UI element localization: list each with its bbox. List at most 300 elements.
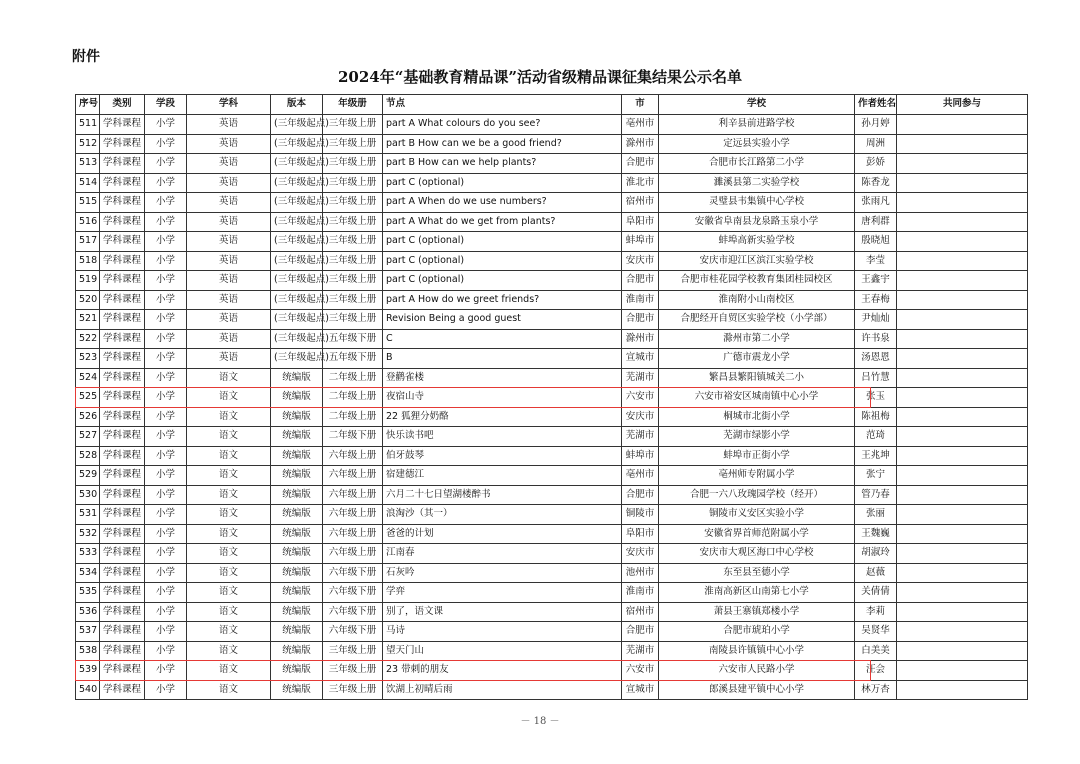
col-grade-cell: 六年级上册 — [323, 466, 383, 486]
col-grade-cell: 三年级上册 — [323, 193, 383, 213]
col-category-cell: 学科课程 — [100, 680, 145, 700]
col-participants-cell — [897, 310, 1028, 330]
col-participants-cell — [897, 290, 1028, 310]
col-author-cell: 唐利群 — [855, 212, 897, 232]
col-city-cell: 亳州市 — [622, 115, 659, 135]
col-school-cell: 蚌埠高新实验学校 — [659, 232, 855, 252]
table-row — [76, 368, 1028, 388]
col-category-cell: 学科课程 — [100, 388, 145, 408]
col-stage-cell: 小学 — [145, 427, 187, 447]
col-participants-cell — [897, 524, 1028, 544]
col-edition-cell: (三年级起点) — [271, 212, 323, 232]
col-lesson-cell: part A How do we greet friends? — [383, 290, 622, 310]
col-grade-cell: 二年级上册 — [323, 407, 383, 427]
col-author-cell: 李莹 — [855, 251, 897, 271]
col-stage-cell: 小学 — [145, 154, 187, 174]
col-lesson-cell: 23 带刺的朋友 — [383, 661, 622, 681]
col-school-cell: 淮南高新区山南第七小学 — [659, 583, 855, 603]
col-city-cell: 淮南市 — [622, 583, 659, 603]
col-school-cell: 广德市震龙小学 — [659, 349, 855, 369]
col-school-cell: 六安市人民路小学 — [659, 661, 855, 681]
col-lesson-cell: 六月二十七日望湖楼醉书 — [383, 485, 622, 505]
col-participants-cell — [897, 368, 1028, 388]
col-stage-cell: 小学 — [145, 212, 187, 232]
header-col-stage: 学段 — [145, 95, 187, 115]
col-edition-cell: 统编版 — [271, 466, 323, 486]
col-lesson-cell: part C (optional) — [383, 232, 622, 252]
col-category-cell: 学科课程 — [100, 251, 145, 271]
col-author-cell: 殷晓旭 — [855, 232, 897, 252]
col-city-cell: 宣城市 — [622, 349, 659, 369]
col-edition-cell: 统编版 — [271, 368, 323, 388]
col-subject-cell: 英语 — [187, 154, 271, 174]
col-grade-cell: 六年级下册 — [323, 563, 383, 583]
col-seq-cell: 520 — [76, 290, 100, 310]
col-participants-cell — [897, 563, 1028, 583]
col-seq-cell: 530 — [76, 485, 100, 505]
header-col-seq: 序号 — [76, 95, 100, 115]
col-lesson-cell: part C (optional) — [383, 271, 622, 291]
col-lesson-cell: 爸爸的计划 — [383, 524, 622, 544]
col-grade-cell: 六年级下册 — [323, 622, 383, 642]
header-col-category: 类别 — [100, 95, 145, 115]
col-stage-cell: 小学 — [145, 641, 187, 661]
col-stage-cell: 小学 — [145, 173, 187, 193]
header-col-edition: 版本 — [271, 95, 323, 115]
col-stage-cell: 小学 — [145, 368, 187, 388]
col-city-cell: 宣城市 — [622, 680, 659, 700]
col-category-cell: 学科课程 — [100, 407, 145, 427]
col-author-cell: 白美美 — [855, 641, 897, 661]
col-grade-cell: 二年级上册 — [323, 388, 383, 408]
col-subject-cell: 英语 — [187, 349, 271, 369]
col-seq-cell: 529 — [76, 466, 100, 486]
col-author-cell: 张丽 — [855, 505, 897, 525]
col-grade-cell: 六年级下册 — [323, 602, 383, 622]
col-edition-cell: (三年级起点) — [271, 271, 323, 291]
col-stage-cell: 小学 — [145, 661, 187, 681]
col-author-cell: 王春梅 — [855, 290, 897, 310]
col-school-cell: 东至县至德小学 — [659, 563, 855, 583]
col-school-cell: 合肥一六八玫瑰园学校（经开） — [659, 485, 855, 505]
col-city-cell: 淮南市 — [622, 290, 659, 310]
col-subject-cell: 语文 — [187, 505, 271, 525]
col-grade-cell: 三年级上册 — [323, 115, 383, 135]
table-row — [76, 505, 1028, 525]
col-city-cell: 安庆市 — [622, 407, 659, 427]
col-lesson-cell: part C (optional) — [383, 173, 622, 193]
col-seq-cell: 511 — [76, 115, 100, 135]
col-subject-cell: 语文 — [187, 446, 271, 466]
col-author-cell: 王鑫宇 — [855, 271, 897, 291]
col-author-cell: 张玉 — [855, 388, 897, 408]
table-row — [76, 290, 1028, 310]
results-table — [75, 94, 1028, 700]
col-city-cell: 合肥市 — [622, 310, 659, 330]
header-col-author: 作者姓名 — [855, 95, 897, 115]
table-row — [76, 680, 1028, 700]
col-category-cell: 学科课程 — [100, 115, 145, 135]
col-lesson-cell: 饮湖上初晴后雨 — [383, 680, 622, 700]
col-category-cell: 学科课程 — [100, 661, 145, 681]
col-stage-cell: 小学 — [145, 505, 187, 525]
col-seq-cell: 533 — [76, 544, 100, 564]
col-category-cell: 学科课程 — [100, 173, 145, 193]
col-grade-cell: 二年级下册 — [323, 427, 383, 447]
col-grade-cell: 三年级上册 — [323, 251, 383, 271]
col-seq-cell: 521 — [76, 310, 100, 330]
col-author-cell: 吕竹慧 — [855, 368, 897, 388]
col-city-cell: 阜阳市 — [622, 212, 659, 232]
col-stage-cell: 小学 — [145, 193, 187, 213]
col-participants-cell — [897, 446, 1028, 466]
col-subject-cell: 英语 — [187, 232, 271, 252]
table-row — [76, 329, 1028, 349]
col-stage-cell: 小学 — [145, 466, 187, 486]
col-edition-cell: (三年级起点) — [271, 154, 323, 174]
col-city-cell: 安庆市 — [622, 544, 659, 564]
col-edition-cell: 统编版 — [271, 583, 323, 603]
col-subject-cell: 语文 — [187, 368, 271, 388]
col-edition-cell: (三年级起点) — [271, 310, 323, 330]
col-city-cell: 六安市 — [622, 388, 659, 408]
col-author-cell: 胡淑玲 — [855, 544, 897, 564]
col-school-cell: 合肥市桂花园学校教育集团桂园校区 — [659, 271, 855, 291]
col-participants-cell — [897, 466, 1028, 486]
col-grade-cell: 三年级上册 — [323, 134, 383, 154]
col-participants-cell — [897, 329, 1028, 349]
table-row — [76, 622, 1028, 642]
col-lesson-cell: Revision Being a good guest — [383, 310, 622, 330]
table-row — [76, 134, 1028, 154]
col-subject-cell: 英语 — [187, 115, 271, 135]
col-seq-cell: 528 — [76, 446, 100, 466]
col-category-cell: 学科课程 — [100, 290, 145, 310]
table-row — [76, 115, 1028, 135]
col-edition-cell: (三年级起点) — [271, 329, 323, 349]
col-stage-cell: 小学 — [145, 134, 187, 154]
col-city-cell: 六安市 — [622, 661, 659, 681]
col-participants-cell — [897, 427, 1028, 447]
col-author-cell: 林万杏 — [855, 680, 897, 700]
col-lesson-cell: B — [383, 349, 622, 369]
col-author-cell: 汤恩恩 — [855, 349, 897, 369]
col-participants-cell — [897, 388, 1028, 408]
col-seq-cell: 516 — [76, 212, 100, 232]
table-row — [76, 271, 1028, 291]
col-stage-cell: 小学 — [145, 407, 187, 427]
col-seq-cell: 540 — [76, 680, 100, 700]
table-row — [76, 349, 1028, 369]
col-participants-cell — [897, 349, 1028, 369]
col-lesson-cell: part A What do we get from plants? — [383, 212, 622, 232]
col-participants-cell — [897, 232, 1028, 252]
col-author-cell: 陈祖梅 — [855, 407, 897, 427]
col-school-cell: 繁昌县繁阳镇城关二小 — [659, 368, 855, 388]
col-participants-cell — [897, 505, 1028, 525]
col-grade-cell: 三年级上册 — [323, 173, 383, 193]
col-edition-cell: (三年级起点) — [271, 193, 323, 213]
col-school-cell: 濉溪县第二实验学校 — [659, 173, 855, 193]
col-stage-cell: 小学 — [145, 251, 187, 271]
col-lesson-cell: 快乐读书吧 — [383, 427, 622, 447]
col-category-cell: 学科课程 — [100, 524, 145, 544]
table-row — [76, 232, 1028, 252]
col-subject-cell: 英语 — [187, 329, 271, 349]
col-edition-cell: (三年级起点) — [271, 290, 323, 310]
header-col-lesson: 节点 — [383, 95, 622, 115]
col-subject-cell: 英语 — [187, 134, 271, 154]
col-grade-cell: 六年级下册 — [323, 583, 383, 603]
document-title: 2024年“基础教育精品课”活动省级精品课征集结果公示名单 — [337, 68, 742, 86]
header-col-subject: 学科 — [187, 95, 271, 115]
col-city-cell: 合肥市 — [622, 154, 659, 174]
col-grade-cell: 二年级上册 — [323, 368, 383, 388]
col-stage-cell: 小学 — [145, 446, 187, 466]
col-author-cell: 管乃春 — [855, 485, 897, 505]
col-school-cell: 蚌埠市正街小学 — [659, 446, 855, 466]
col-lesson-cell: C — [383, 329, 622, 349]
col-participants-cell — [897, 544, 1028, 564]
col-grade-cell: 三年级上册 — [323, 310, 383, 330]
col-school-cell: 安徽省界首师范附属小学 — [659, 524, 855, 544]
col-category-cell: 学科课程 — [100, 466, 145, 486]
col-grade-cell: 三年级上册 — [323, 641, 383, 661]
col-category-cell: 学科课程 — [100, 485, 145, 505]
col-seq-cell: 522 — [76, 329, 100, 349]
table-row — [76, 310, 1028, 330]
table-row — [76, 388, 1028, 408]
col-participants-cell — [897, 680, 1028, 700]
col-category-cell: 学科课程 — [100, 622, 145, 642]
col-grade-cell: 三年级上册 — [323, 661, 383, 681]
col-school-cell: 六安市裕安区城南镇中心小学 — [659, 388, 855, 408]
col-lesson-cell: part A When do we use numbers? — [383, 193, 622, 213]
table-row — [76, 563, 1028, 583]
col-edition-cell: 统编版 — [271, 427, 323, 447]
col-lesson-cell: 22 狐狸分奶酪 — [383, 407, 622, 427]
table-row — [76, 602, 1028, 622]
col-lesson-cell: 夜宿山寺 — [383, 388, 622, 408]
col-seq-cell: 531 — [76, 505, 100, 525]
col-grade-cell: 三年级上册 — [323, 271, 383, 291]
col-edition-cell: (三年级起点) — [271, 232, 323, 252]
col-seq-cell: 517 — [76, 232, 100, 252]
col-edition-cell: (三年级起点) — [271, 349, 323, 369]
col-stage-cell: 小学 — [145, 388, 187, 408]
col-category-cell: 学科课程 — [100, 544, 145, 564]
col-school-cell: 萧县王寨镇郑楼小学 — [659, 602, 855, 622]
col-grade-cell: 六年级上册 — [323, 544, 383, 564]
col-participants-cell — [897, 173, 1028, 193]
col-participants-cell — [897, 407, 1028, 427]
col-category-cell: 学科课程 — [100, 583, 145, 603]
col-grade-cell: 三年级上册 — [323, 232, 383, 252]
col-edition-cell: 统编版 — [271, 563, 323, 583]
col-lesson-cell: 别了，语文课 — [383, 602, 622, 622]
col-stage-cell: 小学 — [145, 290, 187, 310]
header-col-grade: 年级册 — [323, 95, 383, 115]
col-category-cell: 学科课程 — [100, 563, 145, 583]
col-author-cell: 关倩倩 — [855, 583, 897, 603]
col-seq-cell: 539 — [76, 661, 100, 681]
col-subject-cell: 语文 — [187, 661, 271, 681]
col-grade-cell: 三年级上册 — [323, 680, 383, 700]
col-edition-cell: 统编版 — [271, 485, 323, 505]
table-header-row — [76, 95, 1028, 115]
col-seq-cell: 535 — [76, 583, 100, 603]
col-subject-cell: 语文 — [187, 544, 271, 564]
col-seq-cell: 519 — [76, 271, 100, 291]
col-subject-cell: 语文 — [187, 524, 271, 544]
col-subject-cell: 英语 — [187, 271, 271, 291]
col-city-cell: 池州市 — [622, 563, 659, 583]
col-city-cell: 芜湖市 — [622, 368, 659, 388]
col-stage-cell: 小学 — [145, 232, 187, 252]
col-participants-cell — [897, 193, 1028, 213]
table-row — [76, 251, 1028, 271]
col-author-cell: 王兆坤 — [855, 446, 897, 466]
table-row — [76, 544, 1028, 564]
col-edition-cell: 统编版 — [271, 446, 323, 466]
col-participants-cell — [897, 602, 1028, 622]
table-row — [76, 154, 1028, 174]
col-subject-cell: 语文 — [187, 583, 271, 603]
col-seq-cell: 525 — [76, 388, 100, 408]
col-city-cell: 亳州市 — [622, 466, 659, 486]
col-category-cell: 学科课程 — [100, 641, 145, 661]
col-stage-cell: 小学 — [145, 310, 187, 330]
table-row — [76, 466, 1028, 486]
col-subject-cell: 语文 — [187, 641, 271, 661]
col-lesson-cell: 学弈 — [383, 583, 622, 603]
col-edition-cell: 统编版 — [271, 524, 323, 544]
col-edition-cell: (三年级起点) — [271, 251, 323, 271]
table-row — [76, 446, 1028, 466]
col-edition-cell: (三年级起点) — [271, 115, 323, 135]
col-category-cell: 学科课程 — [100, 602, 145, 622]
col-city-cell: 滁州市 — [622, 134, 659, 154]
col-grade-cell: 三年级上册 — [323, 154, 383, 174]
col-edition-cell: 统编版 — [271, 680, 323, 700]
col-subject-cell: 语文 — [187, 563, 271, 583]
table-row — [76, 524, 1028, 544]
col-stage-cell: 小学 — [145, 485, 187, 505]
col-school-cell: 定远县实验小学 — [659, 134, 855, 154]
col-edition-cell: 统编版 — [271, 622, 323, 642]
col-lesson-cell: part B How can we help plants? — [383, 154, 622, 174]
col-city-cell: 淮北市 — [622, 173, 659, 193]
col-edition-cell: 统编版 — [271, 602, 323, 622]
page-number: － 18 － — [520, 716, 560, 727]
col-category-cell: 学科课程 — [100, 427, 145, 447]
col-participants-cell — [897, 622, 1028, 642]
col-seq-cell: 524 — [76, 368, 100, 388]
col-stage-cell: 小学 — [145, 329, 187, 349]
col-lesson-cell: 江南春 — [383, 544, 622, 564]
table-row — [76, 173, 1028, 193]
col-category-cell: 学科课程 — [100, 232, 145, 252]
col-school-cell: 合肥市长江路第二小学 — [659, 154, 855, 174]
col-seq-cell: 514 — [76, 173, 100, 193]
col-subject-cell: 语文 — [187, 407, 271, 427]
col-stage-cell: 小学 — [145, 583, 187, 603]
table-row — [76, 212, 1028, 232]
col-participants-cell — [897, 583, 1028, 603]
col-city-cell: 蚌埠市 — [622, 446, 659, 466]
col-city-cell: 合肥市 — [622, 485, 659, 505]
col-school-cell: 滁州市第二小学 — [659, 329, 855, 349]
col-school-cell: 南陵县许镇镇中心小学 — [659, 641, 855, 661]
col-city-cell: 安庆市 — [622, 251, 659, 271]
col-participants-cell — [897, 661, 1028, 681]
col-category-cell: 学科课程 — [100, 505, 145, 525]
col-category-cell: 学科课程 — [100, 368, 145, 388]
col-grade-cell: 六年级上册 — [323, 485, 383, 505]
table-row — [76, 661, 1028, 681]
col-lesson-cell: 浪淘沙（其一） — [383, 505, 622, 525]
col-seq-cell: 534 — [76, 563, 100, 583]
col-seq-cell: 538 — [76, 641, 100, 661]
col-subject-cell: 英语 — [187, 310, 271, 330]
col-lesson-cell: 宿建德江 — [383, 466, 622, 486]
col-school-cell: 亳州师专附属小学 — [659, 466, 855, 486]
col-stage-cell: 小学 — [145, 544, 187, 564]
col-author-cell: 李莉 — [855, 602, 897, 622]
col-school-cell: 合肥经开自贸区实验学校（小学部） — [659, 310, 855, 330]
col-subject-cell: 英语 — [187, 251, 271, 271]
col-school-cell: 安徽省阜南县龙泉路玉泉小学 — [659, 212, 855, 232]
col-school-cell: 铜陵市义安区实验小学 — [659, 505, 855, 525]
col-grade-cell: 六年级上册 — [323, 446, 383, 466]
col-category-cell: 学科课程 — [100, 212, 145, 232]
col-participants-cell — [897, 251, 1028, 271]
col-subject-cell: 语文 — [187, 388, 271, 408]
table-row — [76, 583, 1028, 603]
col-subject-cell: 语文 — [187, 680, 271, 700]
col-city-cell: 宿州市 — [622, 602, 659, 622]
table-row — [76, 485, 1028, 505]
col-school-cell: 安庆市迎江区滨江实验学校 — [659, 251, 855, 271]
col-seq-cell: 513 — [76, 154, 100, 174]
col-stage-cell: 小学 — [145, 602, 187, 622]
col-city-cell: 芜湖市 — [622, 427, 659, 447]
col-city-cell: 蚌埠市 — [622, 232, 659, 252]
col-grade-cell: 六年级上册 — [323, 524, 383, 544]
col-subject-cell: 语文 — [187, 466, 271, 486]
col-participants-cell — [897, 485, 1028, 505]
col-subject-cell: 语文 — [187, 622, 271, 642]
col-author-cell: 彭娇 — [855, 154, 897, 174]
col-stage-cell: 小学 — [145, 563, 187, 583]
table-row — [76, 641, 1028, 661]
col-grade-cell: 五年级下册 — [323, 349, 383, 369]
col-city-cell: 阜阳市 — [622, 524, 659, 544]
col-edition-cell: 统编版 — [271, 407, 323, 427]
col-edition-cell: (三年级起点) — [271, 173, 323, 193]
col-school-cell: 利辛县前进路学校 — [659, 115, 855, 135]
col-seq-cell: 532 — [76, 524, 100, 544]
col-grade-cell: 五年级下册 — [323, 329, 383, 349]
col-seq-cell: 526 — [76, 407, 100, 427]
col-stage-cell: 小学 — [145, 524, 187, 544]
col-author-cell: 范琦 — [855, 427, 897, 447]
col-seq-cell: 537 — [76, 622, 100, 642]
col-subject-cell: 英语 — [187, 193, 271, 213]
col-participants-cell — [897, 134, 1028, 154]
col-lesson-cell: part C (optional) — [383, 251, 622, 271]
col-seq-cell: 523 — [76, 349, 100, 369]
